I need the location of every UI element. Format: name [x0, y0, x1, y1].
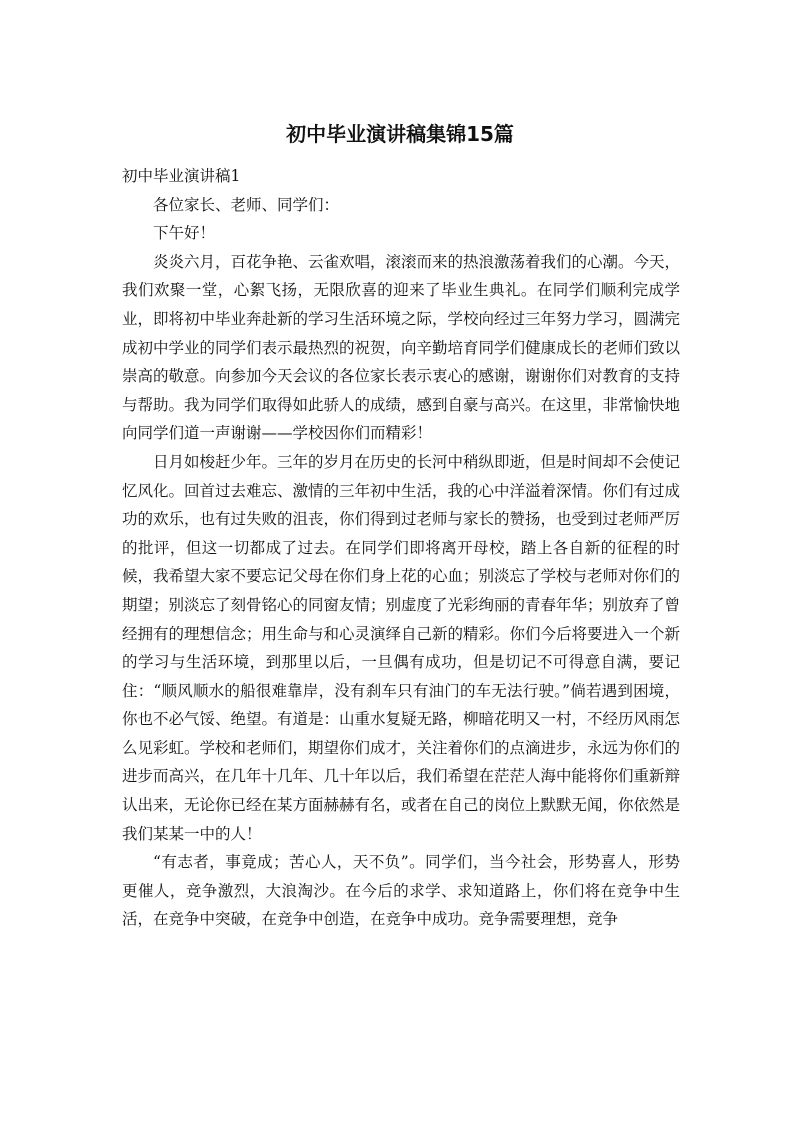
paragraph: 日月如梭赶少年。三年的岁月在历史的长河中稍纵即逝，但是时间却不会使记忆风化。回首过去难忘、激情的三年初中生活，我的心中洋溢着深情。你们有过成功的欢乐，也有过失败的沮丧，你们得到过老师与家长的赞扬，也受到过老师严厉的批评，但这一切都成了过去。在同学们即将离开母校，踏上各自新的征程的时候，我希望大家不要忘记父母在你们身上花的心血；别淡忘了学校与老师对你们的期望；别淡忘了刻骨铭心的同窗友情；别虚度了光彩绚丽的青春年华；别放弃了曾经拥有的理想信念；用生命与和心灵演绎自己新的精彩。你们今后将要进入一个新的学习与生活环境，到那里以后，一旦偶有成功，但是切记不可得意自满，要记住：“顺风顺水的船很难靠岸，没有刹车只有油门的车无法行驶。”倘若遇到困境，你也不必气馁、绝望。有道是：山重水复疑无路，柳暗花明又一村，不经历风雨怎么见彩虹。学校和老师们，期望你们成才，关注着你们的点滴进步，永远为你们的进步而高兴，在几年十几年、几十年以后，我们希望在茫茫人海中能将你们重新辩认出来，无论你已经在某方面赫赫有名，或者在自己的岗位上默默无闻，你依然是我们某某一中的人！	[122, 452, 681, 843]
document-body	[122, 162, 680, 934]
paragraph: “有志者，事竟成；苦心人，天不负”。同学们，当今社会，形势喜人，形势更催人，竞争激烈，大浪淘沙。在今后的求学、求知道路上，你们将在竞争中生活，在竞争中突破，在竞争中创造，在竞争中成功。竞争需要理想，竞争	[122, 853, 680, 929]
paragraph: 炎炎六月，百花争艳、云雀欢唱，滚滚而来的热浪激荡着我们的心潮。今天，我们欢聚一堂，心絮飞扬，无限欣喜的迎来了毕业生典礼。在同学们顺利完成学业，即将初中毕业奔赴新的学习生活环境之际，学校向经过三年努力学习，圆满完成初中学业的同学们表示最热烈的祝贺，向辛勤培育同学们健康成长的老师们致以崇高的敬意。向参加今天会议的各位家长表示衷心的感谢，谢谢你们对教育的支持与帮助。我为同学们取得如此骄人的成绩，感到自豪与高兴。在这里，非常愉快地向同学们道一声谢谢——学校因你们而精彩！	[122, 252, 681, 443]
document-title: 初中毕业演讲稿集锦15篇	[286, 122, 514, 146]
salutation: 各位家长、老师、同学们：	[153, 195, 340, 214]
greeting: 下午好！	[153, 224, 216, 243]
speech-heading: 初中毕业演讲稿1	[122, 167, 241, 185]
